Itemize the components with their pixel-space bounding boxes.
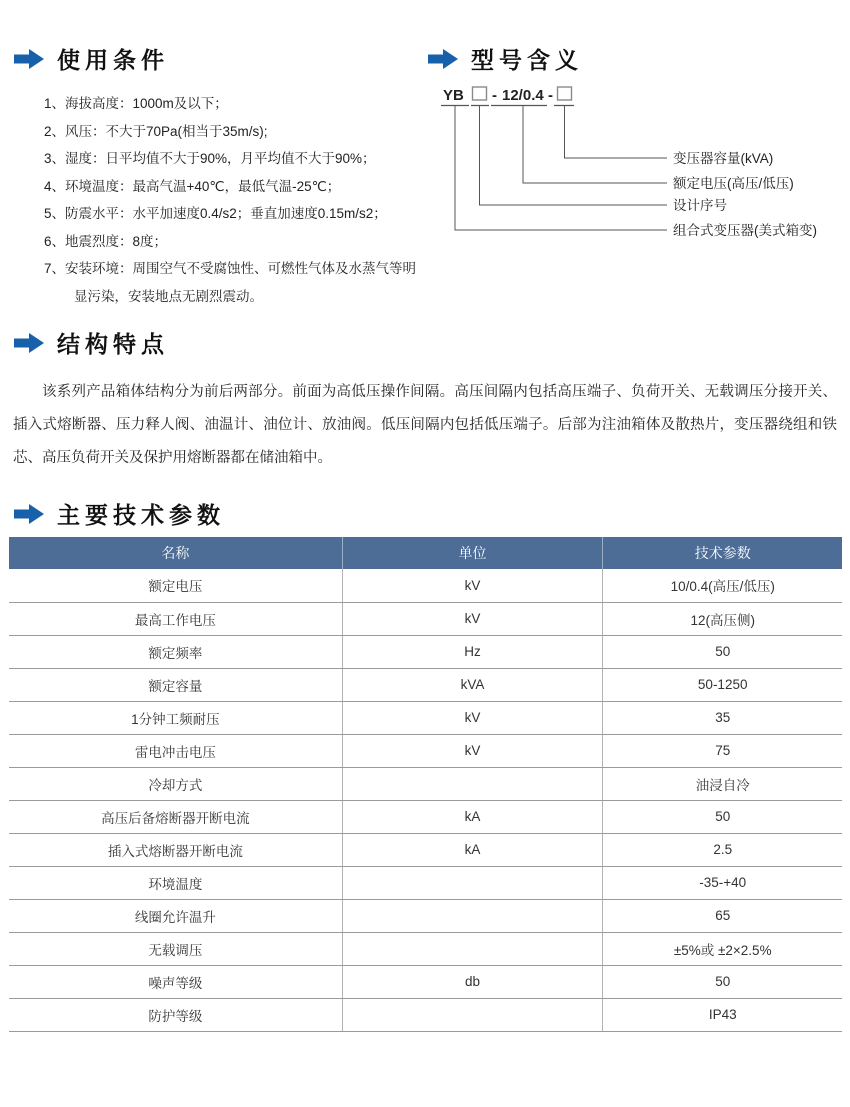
table-row [9,899,842,932]
placeholder-box-icon [473,87,487,100]
technical-parameters-heading [14,497,225,530]
structure-features-heading [14,326,169,359]
arrow-right-icon [428,49,458,69]
param-unit-cell [342,998,603,1031]
param-name-cell: 防护等级 [9,998,342,1031]
table-header-row [9,537,842,569]
param-name-cell: 额定容量 [9,668,342,701]
param-value-cell: 75 [603,734,842,767]
table-row [9,866,842,899]
list-item: 3、湿度：日平均值不大于90%，月平均值不大于90%； [44,151,376,166]
param-unit-cell: kV [342,569,603,602]
header-value: 技术参数 [603,537,842,569]
model-code-prefix: YB [443,87,464,104]
list-item: 2、风压：不大于70Pa(相当于35m/s); [44,123,268,139]
model-label-capacity: 变压器容量(kVA) [673,151,774,166]
section-title-structure: 结构特点 [57,331,169,357]
param-unit-cell: kV [342,734,603,767]
param-name-cell: 高压后备熔断器开断电流 [9,800,342,833]
param-value-cell: 2.5 [603,833,842,866]
param-unit-cell: kV [342,701,603,734]
list-item: 5、防震水平：水平加速度0.4/s2；垂直加速度0.15m/s2； [44,206,387,221]
param-unit-cell: db [342,965,603,998]
header-unit: 单位 [342,537,603,569]
param-unit-cell [342,899,603,932]
param-value-cell: 10/0.4(高压/低压) [603,569,842,602]
param-value-cell: 65 [603,899,842,932]
connector-line [455,106,667,231]
header-name: 名称 [9,537,342,569]
table-row [9,932,842,965]
param-name-cell: 线圈允许温升 [9,899,342,932]
list-item: 1、海拔高度：1000m及以下； [44,96,228,111]
param-name-cell: 环境温度 [9,866,342,899]
table-row [9,800,842,833]
table-row [9,734,842,767]
list-item: 4、环境温度：最高气温+40℃，最低气温-25℃； [44,178,341,194]
param-name-cell: 1分钟工频耐压 [9,701,342,734]
param-name-cell: 雷电冲击电压 [9,734,342,767]
model-label-type: 组合式变压器(美式箱变) [673,223,817,238]
model-code-dash: - [492,87,497,104]
connector-line [523,106,667,184]
table-row [9,602,842,635]
param-unit-cell: Hz [342,635,603,668]
param-value-cell: 50-1250 [603,668,842,701]
param-unit-cell: kVA [342,668,603,701]
table-row [9,668,842,701]
connector-line [480,106,668,206]
model-code-dash: - [548,87,553,104]
param-name-cell: 额定电压 [9,569,342,602]
usage-conditions-heading [14,42,169,75]
param-unit-cell [342,767,603,800]
param-name-cell: 最高工作电压 [9,602,342,635]
param-value-cell: 油浸自冷 [603,767,842,800]
param-name-cell: 插入式熔断器开断电流 [9,833,342,866]
param-unit-cell: kA [342,833,603,866]
param-name-cell: 额定频率 [9,635,342,668]
table-row [9,767,842,800]
model-code-voltage: 12/0.4 [502,87,544,104]
parameters-table [9,537,842,1032]
table-row [9,833,842,866]
list-item: 7、安装环境：周围空气不受腐蚀性、可燃性气体及水蒸气等明显污染，安装地点无剧烈震动。 [44,261,417,304]
model-code-diagram [430,76,850,248]
model-meaning-heading [428,42,583,75]
structure-description: 该系列产品箱体结构分为前后两部分。前面为高低压操作间隔。高压间隔内包括高压端子、负荷开关、无载调压分接开关、插入式熔断器、压力释人阀、油温计、油位计、放油阀。低压间隔内包括低压端子。后部为注油箱体及散热片，变压器绕组和铁芯、高压负荷开关及保护用熔断器都在储油箱中。 [13,384,837,466]
param-value-cell: -35-+40 [603,866,842,899]
param-name-cell: 无载调压 [9,932,342,965]
table-row [9,635,842,668]
section-title-model: 型号含义 [471,47,583,73]
param-unit-cell [342,866,603,899]
param-value-cell: 35 [603,701,842,734]
model-label-design: 设计序号 [673,198,727,213]
param-value-cell: ±5%或 ±2×2.5% [603,932,842,965]
param-value-cell: 50 [603,965,842,998]
param-value-cell: IP43 [603,998,842,1031]
table-row [9,569,842,602]
arrow-right-icon [14,504,44,524]
param-unit-cell: kV [342,602,603,635]
param-value-cell: 12(高压侧) [603,602,842,635]
table-row [9,998,842,1031]
param-name-cell: 噪声等级 [9,965,342,998]
list-item: 6、地震烈度：8度； [44,233,168,249]
arrow-right-icon [14,333,44,353]
param-value-cell: 50 [603,800,842,833]
placeholder-box-icon [558,87,572,100]
param-unit-cell: kA [342,800,603,833]
usage-conditions-list [44,90,416,310]
arrow-right-icon [14,49,44,69]
model-label-voltage: 额定电压(高压/低压) [673,176,794,191]
table-row [9,701,842,734]
param-name-cell: 冷却方式 [9,767,342,800]
section-title-usage: 使用条件 [57,47,169,73]
param-value-cell: 50 [603,635,842,668]
section-title-parameters: 主要技术参数 [57,502,225,528]
param-unit-cell [342,932,603,965]
table-row [9,965,842,998]
connector-line [565,106,668,159]
